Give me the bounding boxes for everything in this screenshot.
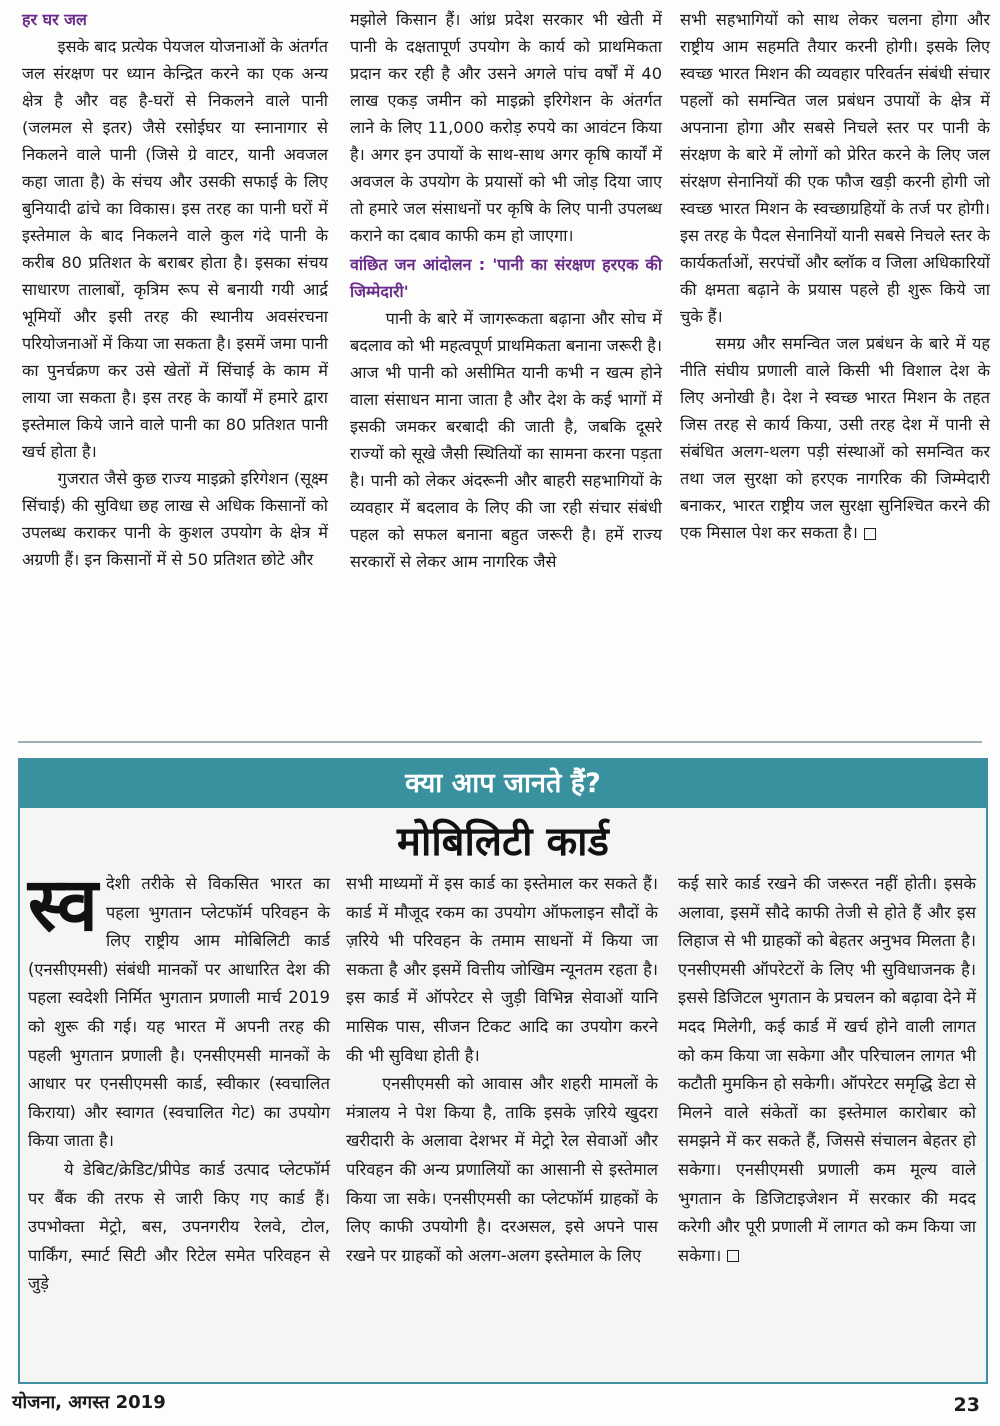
section-divider — [18, 741, 982, 743]
paragraph: ये डेबिट/क्रेडिट/प्रीपेड कार्ड उत्पाद प्लेटफॉर्म पर बैंक की तरफ से जारी किए गए कार्ड हैं। उपभोक्ता मेट्रो, बस, उपनगरीय रेलवे, टोल, पार्किंग, स्मार्ट सिटी और रिटेल समेत परिवहन से जुड़े — [28, 1159, 330, 1294]
paragraph — [680, 330, 990, 546]
article-column-2 — [350, 6, 662, 575]
end-of-article-icon — [864, 528, 876, 540]
box-column-1 — [28, 862, 330, 1299]
paragraph: एनसीएमसी को आवास और शहरी मामलों के मंत्रालय ने पेश किया है, ताकि इसके ज़रिये खुदरा खरीदारी के अलावा देशभर में मेट्रो रेल सेवाओं और परिवहन की अन्य प्रणालियों का आसानी से इस्तेमाल किया जा सके। एनसीएमसी का प्लेटफॉर्म ग्राहकों के लिए काफी उपयोगी है। दरअसल, इसे अपने पास रखने पर ग्राहकों को अलग-अलग इस्तेमाल के लिए — [346, 1074, 658, 1265]
magazine-footer: योजना, अगस्त 2019 — [12, 1392, 166, 1413]
paragraph-text: देशी तरीके से विकसित भारत का पहला भुगतान प्लेटफॉर्म परिवहन के लिए राष्ट्रीय आम मोबिलिटी कार्ड (एनसीएमसी) संबंधी मानकों पर आधारित देश की पहला स्वदेशी निर्मित भुगतान प्रणाली मार्च 2019 को शुरू की गई। यह भारत में अपनी तरह की पहली भुगतान प्रणाली है। एनसीएमसी मानकों के आधार पर एनसीएमसी कार्ड, स्वीकार (स्वचालित किराया) और स्वागत (स्वचालित गेट) का उपयोग किया जाता है। — [28, 874, 330, 1151]
paragraph: इसके बाद प्रत्येक पेयजल योजनाओं के अंतर्गत जल संरक्षण पर ध्यान केन्द्रित करने का एक अन्य क्षेत्र है और वह है-घरों से निकलने वाले पानी (जलमल से इतर) जैसे रसोईघर या स्नानागार से निकलने वाले पानी (जिसे ग्रे वाटर, यानी अवजल कहा जाता है) के संचय और उसकी सफाई के लिए बुनियादी ढांचे का विकास। इस तरह का पानी घरों में इस्तेमाल के बाद निकलने वाले कुल गंदे पानी के करीब 80 प्रतिशत के बराबर होता है। इसका संचय साधारण तालाबों, कृत्रिम रूप से बनायी गयी आर्द्र भूमियों और इसी तरह की स्थानीय अवसंरचना परियोजनाओं में किया जा सकता है। इसमें जमा पानी का पुनर्चक्रण कर उसे खेतों में सिंचाई के काम में लाया जा सकता है। इस तरह के कार्यों में हमारे द्वारा इस्तेमाल किये जाने वाले पानी का 80 प्रतिशत पानी खर्च होता है। — [22, 37, 328, 461]
article-column-1 — [22, 6, 328, 573]
page-number: 23 — [953, 1394, 980, 1416]
paragraph: सभी सहभागियों को साथ लेकर चलना होगा और राष्ट्रीय आम सहमति तैयार करनी होगी। इसके लिए स्वच्छ भारत मिशन की व्यवहार परिवर्तन संबंधी संचार पहलों को समन्वित जल प्रबंधन उपायों के क्षेत्र में अपनाना होगा और सबसे निचले स्तर पर पानी के संरक्षण के बारे में लोगों को प्रेरित करने के लिए जल संरक्षण सेनानियों की एक फौज खड़ी करनी होगी जो स्वच्छ भारत मिशन के स्वच्छाग्रहियों के तर्ज पर होगी। इस तरह के पैदल सेनानियों यानी सबसे निचले स्तर के कार्यकर्ताओं, सरपंचों और ब्लॉक व जिला अधिकारियों की क्षमता बढ़ाने के प्रयास पहले ही शुरू किये जा चुके हैं। — [680, 10, 990, 326]
end-of-article-icon — [727, 1250, 739, 1262]
paragraph: सभी माध्यमों में इस कार्ड का इस्तेमाल कर सकते हैं। कार्ड में मौजूद रकम का उपयोग ऑफलाइन सौदों के ज़रिये भी परिवहन के तमाम साधनों में किया जा सकता है और इसमें वित्तीय जोखिम न्यूनतम रहता है। इस कार्ड में ऑपरेटर से जुड़ी विभिन्न सेवाओं यानि मासिक पास, सीजन टिकट आदि का उपयोग करने की भी सुविधा होती है। — [346, 874, 658, 1065]
paragraph — [28, 862, 330, 1156]
box-column-2 — [346, 870, 658, 1270]
drop-cap: स्व — [28, 862, 98, 948]
paragraph: मझोले किसान हैं। आंध्र प्रदेश सरकार भी खेती में पानी के दक्षतापूर्ण उपयोग के कार्य को प्राथमिकता प्रदान कर रही है और उसने अगले पांच वर्षों में 40 लाख एकड़ जमीन को माइक्रो इरिगेशन के अंतर्गत लाने के लिए 11,000 करोड़ रुपये का आवंटन किया है। अगर इन उपायों के साथ-साथ अगर कृषि कार्यों में अवजल के उपयोग के प्रयासों को भी जोड़ दिया जाए तो हमारे जल संसाधनों पर कृषि के लिए पानी उपलब्ध कराने का दबाव काफी कम हो जाएगा। — [350, 10, 662, 245]
did-you-know-box — [18, 758, 988, 1384]
paragraph — [678, 870, 976, 1270]
paragraph: पानी के बारे में जागरूकता बढ़ाना और सोच में बदलाव को भी महत्वपूर्ण प्राथमिकता बनाना जरूरी है। आज भी पानी को असीमित यानी कभी न खत्म होने वाला संसाधन माना जाता है और देश के कई भागों में इसकी जमकर बरबादी की जाती है, जबकि दूसरे राज्यों को सूखे जैसी स्थितियों का सामना करना पड़ता है। पानी को लेकर अंदरूनी और बाहरी सहभागियों के व्यवहार में बदलाव के लिए की जा रही संचार संबंधी पहल को सफल बनाना बहुत जरूरी है। हमें राज्य सरकारों से लेकर आम नागरिक जैसे — [350, 309, 662, 571]
article-column-3 — [680, 6, 990, 546]
section-heading-jan-andolan: वांछित जन आंदोलन : 'पानी का संरक्षण हरएक की जिम्मेदारी' — [350, 255, 662, 301]
paragraph: गुजरात जैसे कुछ राज्य माइक्रो इरिगेशन (सूक्ष्म सिंचाई) की सुविधा छह लाख से अधिक किसानों को उपलब्ध कराकर पानी के कुशल उपयोग के क्षेत्र में अग्रणी हैं। इन किसानों में से 50 प्रतिशत छोटे और — [22, 469, 328, 569]
box-column-3 — [678, 870, 976, 1270]
box-band-title: क्या आप जानते हैं? — [20, 760, 986, 808]
paragraph-text: समग्र और समन्वित जल प्रबंधन के बारे में यह नीति संघीय प्रणाली वाले किसी भी विशाल देश के लिए अनोखी है। देश ने स्वच्छ भारत मिशन के तहत जिस तरह से कार्य किया, उसी तरह देश में पानी से संबंधित अलग-थलग पड़ी संस्थाओं को समन्वित कर तथा जल सुरक्षा को हरएक नागरिक की जिम्मेदारी बनाकर, भारत राष्ट्रीय जल सुरक्षा सुनिश्चित करने की एक मिसाल पेश कर सकता है। — [680, 334, 990, 542]
paragraph-text: कई सारे कार्ड रखने की जरूरत नहीं होती। इसके अलावा, इसमें सौदे काफी तेजी से होते हैं और इस लिहाज से भी ग्राहकों को बेहतर अनुभव मिलता है। एनसीएमसी ऑपरेटरों के लिए भी सुविधाजनक है। इससे डिजिटल भुगतान के प्रचलन को बढ़ावा देने में मदद मिलेगी, कई कार्ड में खर्च होने वाली लागत को कम किया जा सकेगा और परिचालन लागत भी कटौती मुमकिन हो सकेगी। ऑपरेटर समृद्धि डेटा से मिलने वाले संकेतों का इस्तेमाल कारोबार को समझने में कर सकते हैं, जिससे संचालन बेहतर हो सकेगा। एनसीएमसी प्रणाली कम मूल्य वाले भुगतान के डिजिटाइजेशन में सरकार की मदद करेगी और पूरी प्रणाली में लागत को कम किया जा सकेगा। — [678, 874, 976, 1265]
box-title: मोबिलिटी कार्ड — [397, 819, 609, 865]
section-heading-har-ghar-jal: हर घर जल — [22, 10, 87, 29]
